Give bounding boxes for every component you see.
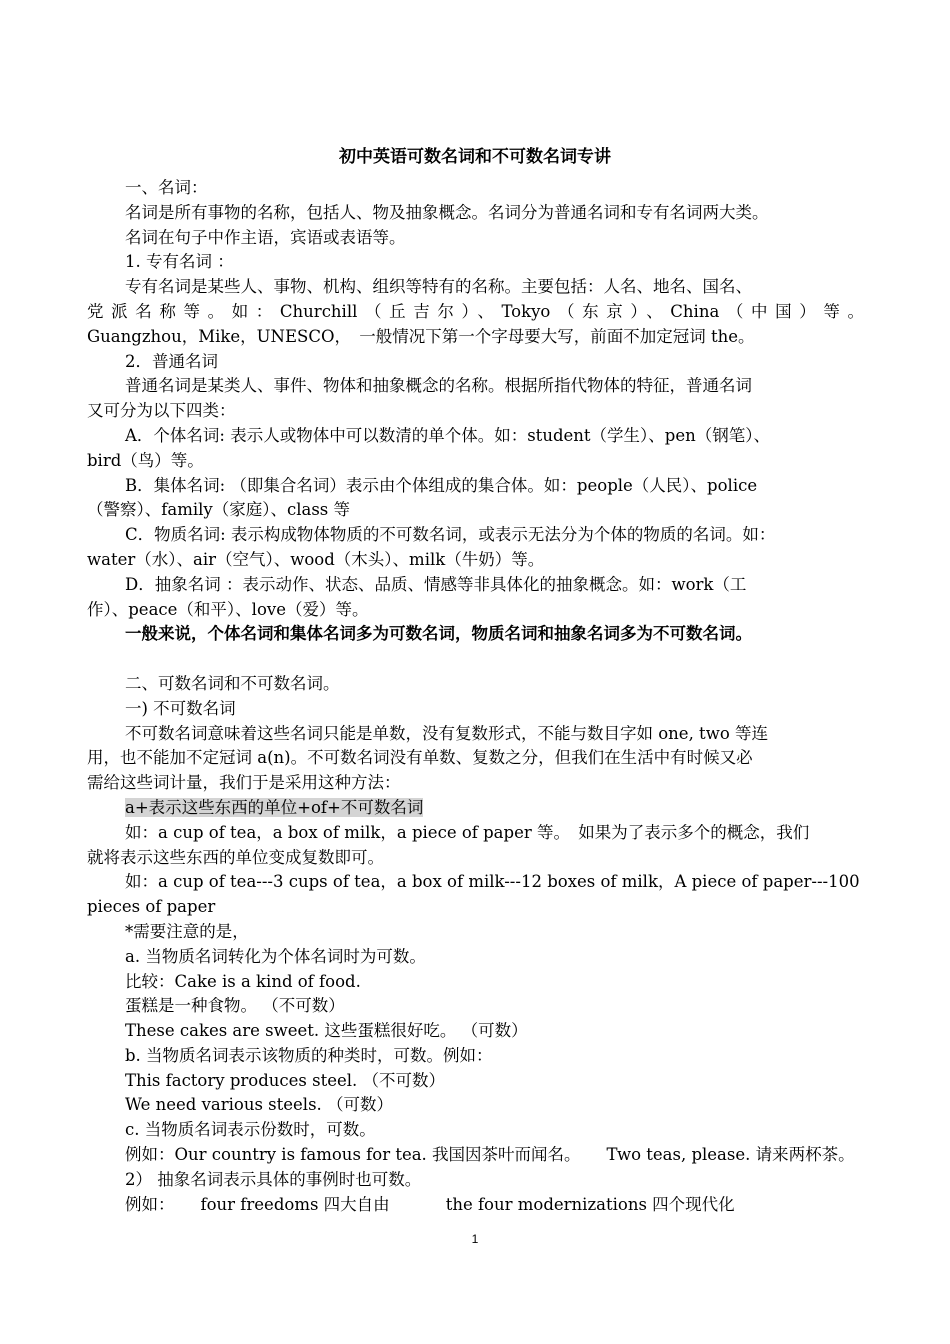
paragraph-line: 名词在句子中作主语，宾语或表语等。: [125, 227, 406, 247]
paragraph-line: a. 当物质名词转化为个体名词时为可数。: [125, 946, 426, 966]
example-text: 例如：: [125, 1194, 175, 1214]
paragraph-line: 作）、peace（和平）、love（爱）等。: [87, 599, 369, 619]
paragraph-line: 2） 抽象名词表示具体的事例时也可数。: [125, 1169, 422, 1189]
section-heading: 二、可数名词和不可数名词。: [125, 673, 340, 693]
page-number: 1: [471, 1232, 479, 1246]
subsection-heading: 1. 专有名词 ：: [125, 252, 234, 272]
formula-line: [87, 796, 864, 821]
example-line: We need various steels. （可数）: [125, 1095, 394, 1115]
section-heading: 一、名词：: [125, 178, 208, 197]
paragraph-line: 用，也不能加不定冠词 a(n)。不可数名词没有单数、复数之分，但我们在生活中有时候又必: [87, 748, 753, 768]
paragraph-line: 如：a cup of tea，a box of milk，a piece of paper 等。 如果为了表示多个的概念，我们: [125, 822, 810, 842]
paragraph-line: 如：a cup of tea---3 cups of tea，a box of milk---12 boxes of milk，A piece of paper---100: [125, 872, 860, 892]
paragraph-line: c. 当物质名词表示份数时，可数。: [125, 1120, 376, 1140]
paragraph-line: pieces of paper: [87, 897, 216, 917]
paragraph-line: D．抽象名词 ：表示动作、状态、品质、情感等非具体化的抽象概念。如：work（工: [125, 574, 747, 594]
example-text: the four modernizations 四个现代化: [445, 1194, 735, 1214]
example-text: Two teas, please. 请来两杯茶。: [606, 1145, 855, 1165]
example-line: [87, 1143, 864, 1168]
paragraph-line: b. 当物质名词表示该物质的种类时，可数。例如：: [125, 1045, 493, 1065]
highlighted-formula: a+表示这些东西的单位+of+不可数名词: [125, 797, 424, 817]
paragraph-line: 需给这些词计量，我们于是采用这种方法：: [87, 773, 401, 793]
paragraph-line: B．集体名词: （即集合名词）表示由个体组成的集合体。如：people（人民）、police: [125, 475, 758, 495]
paragraph-line: A．个体名词: 表示人或物体中可以数清的单个体。如：student（学生）、pen（钢笔）、: [125, 425, 770, 445]
subsection-heading: 2．普通名词: [125, 351, 218, 371]
example-line: 比较：Cake is a kind of food.: [125, 971, 361, 991]
paragraph-line: Guangzhou，Mike，UNESCO， 一般情况下第一个字母要大写，前面不加定冠词 the。: [87, 326, 755, 346]
example-line: [87, 1193, 864, 1218]
paragraph-line: 名词是所有事物的名称，包括人、物及抽象概念。名词分为普通名词和专有名词两大类。: [125, 202, 769, 222]
example-line: These cakes are sweet. 这些蛋糕很好吃。 （可数）: [125, 1021, 528, 1041]
paragraph-line: C．物质名词: 表示构成物体物质的不可数名词，或表示无法分为个体的物质的名词。如：: [125, 525, 776, 545]
example-text: four freedoms 四大自由: [200, 1194, 390, 1214]
paragraph-line: 不可数名词意味着这些名词只能是单数，没有复数形式，不能与数目字如 one, two 等连: [125, 723, 768, 743]
bold-summary: 一般来说，个体名词和集体名词多为可数名词，物质名词和抽象名词多为不可数名词。: [125, 624, 752, 644]
paragraph-line: 普通名词是某类人、事件、物体和抽象概念的名称。根据所指代物体的特征，普通名词: [125, 376, 752, 396]
blank-line: [87, 647, 864, 672]
paragraph-line: 专有名词是某些人、事物、机构、组织等特有的名称。主要包括：人名、地名、国名、: [125, 277, 752, 297]
paragraph-line: （警察）、family（家庭）、class 等: [87, 500, 351, 520]
example-line: 蛋糕是一种食物。 （不可数）: [125, 996, 345, 1016]
paragraph-line: water（水）、air（空气）、wood（木头）、milk（牛奶）等。: [87, 549, 545, 569]
paragraph-line: 又可分为以下四类：: [87, 401, 236, 421]
paragraph-line: 党派名称等。如：Churchill（丘吉尔）、Tokyo（东京）、China（中国）等。: [87, 301, 864, 321]
document-body: [87, 176, 864, 1217]
paragraph-line: bird（鸟）等。: [87, 450, 204, 470]
subsection-heading: 一) 不可数名词: [125, 698, 236, 718]
page-title: 初中英语可数名词和不可数名词专讲: [339, 147, 611, 167]
example-line: This factory produces steel. （不可数）: [125, 1070, 446, 1090]
paragraph-line: 就将表示这些东西的单位变成复数即可。: [87, 847, 384, 867]
note-heading: *需要注意的是，: [125, 921, 249, 941]
example-text: 例如：Our country is famous for tea. 我国因茶叶而闻名。: [125, 1145, 581, 1165]
